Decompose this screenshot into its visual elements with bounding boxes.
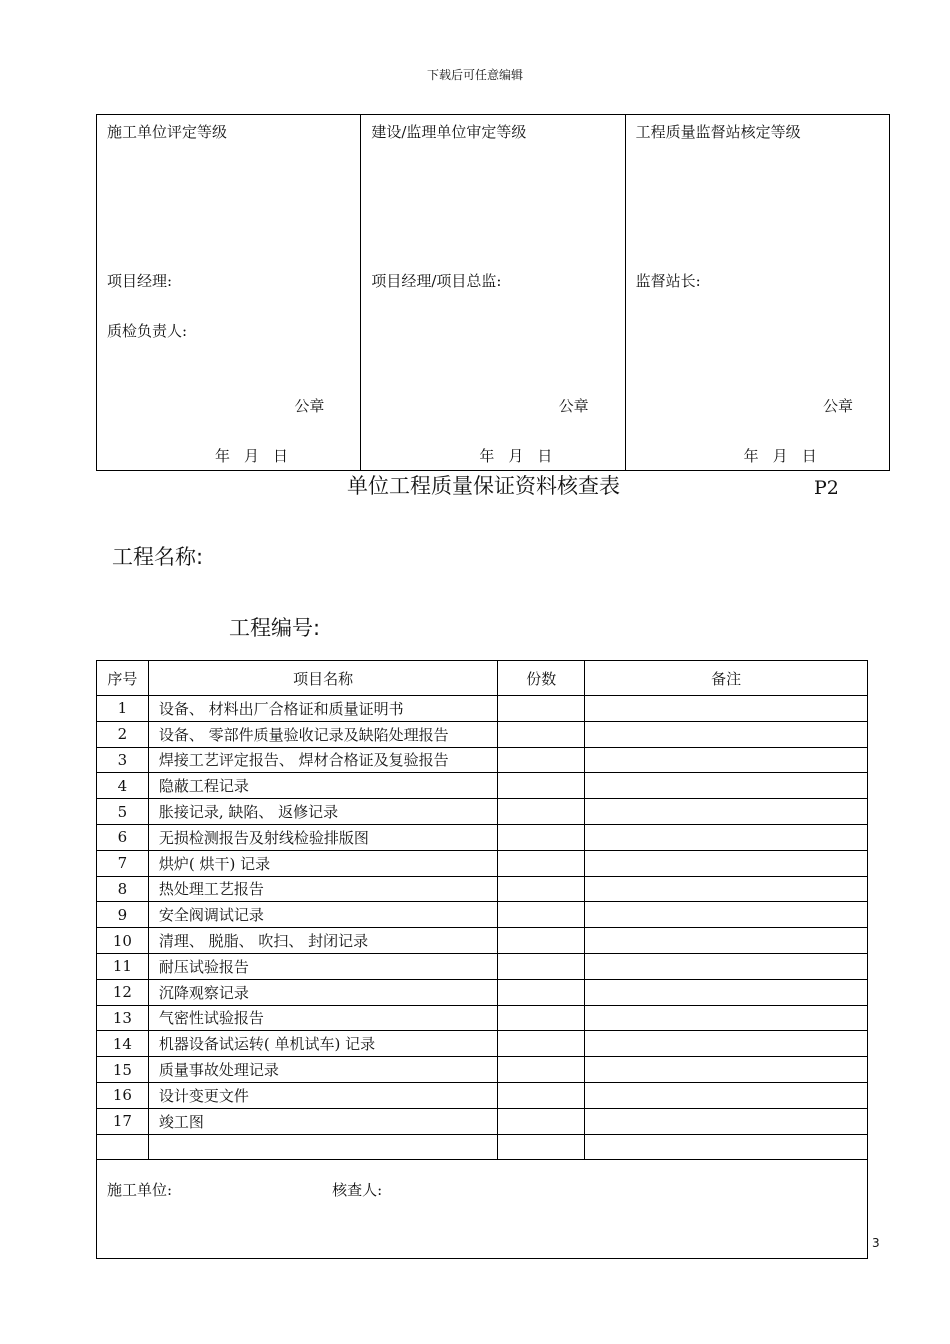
cell-seq: 4 bbox=[97, 773, 149, 799]
cell-seq: 17 bbox=[97, 1108, 149, 1134]
cell-name bbox=[148, 1134, 498, 1160]
cell-copies bbox=[498, 696, 585, 722]
date-year: 年 bbox=[743, 447, 759, 465]
cell-remarks bbox=[585, 1057, 868, 1083]
header-item-name: 项目名称 bbox=[148, 661, 498, 696]
cell-copies bbox=[498, 979, 585, 1005]
approval-column-quality-station bbox=[626, 115, 889, 470]
manager-label: 项目经理: bbox=[107, 272, 173, 290]
cell-remarks bbox=[585, 1108, 868, 1134]
cell-copies bbox=[498, 773, 585, 799]
cell-name: 气密性试验报告 bbox=[148, 1005, 498, 1031]
header-remarks: 备注 bbox=[585, 661, 868, 696]
cell-remarks bbox=[585, 696, 868, 722]
cell-name: 设备、 材料出厂合格证和质量证明书 bbox=[148, 696, 498, 722]
table-row bbox=[97, 1057, 868, 1083]
cell-copies bbox=[498, 747, 585, 773]
table-row bbox=[97, 696, 868, 722]
cell-name: 设计变更文件 bbox=[148, 1082, 498, 1108]
table-header-row bbox=[97, 661, 868, 696]
table-row bbox=[97, 747, 868, 773]
cell-name: 设备、 零部件质量验收记录及缺陷处理报告 bbox=[148, 721, 498, 747]
cell-remarks bbox=[585, 928, 868, 954]
cell-name: 烘炉( 烘干) 记录 bbox=[148, 850, 498, 876]
table-row bbox=[97, 1108, 868, 1134]
cell-name: 质量事故处理记录 bbox=[148, 1057, 498, 1083]
table-footer-row bbox=[97, 1160, 868, 1259]
cell-seq: 8 bbox=[97, 876, 149, 902]
cell-name: 胀接记录, 缺陷、 返修记录 bbox=[148, 799, 498, 825]
approval-box bbox=[96, 114, 890, 471]
approval-title: 建设/监理单位审定等级 bbox=[371, 123, 527, 141]
cell-copies bbox=[498, 953, 585, 979]
cell-seq: 11 bbox=[97, 953, 149, 979]
cell-remarks bbox=[585, 1005, 868, 1031]
construction-unit-label: 施工单位: bbox=[107, 1181, 173, 1200]
date-line bbox=[215, 445, 302, 466]
table-row bbox=[97, 928, 868, 954]
date-month: 月 bbox=[508, 447, 524, 465]
cell-copies bbox=[498, 1082, 585, 1108]
project-number-label: 工程编号: bbox=[229, 616, 321, 640]
approval-title: 施工单位评定等级 bbox=[107, 123, 228, 141]
table-row bbox=[97, 953, 868, 979]
approval-title: 工程质量监督站核定等级 bbox=[635, 123, 801, 141]
table-row bbox=[97, 876, 868, 902]
cell-seq: 15 bbox=[97, 1057, 149, 1083]
seal-label: 公章 bbox=[294, 397, 325, 415]
cell-seq: 1 bbox=[97, 696, 149, 722]
cell-name: 无损检测报告及射线检验排版图 bbox=[148, 824, 498, 850]
seal-label: 公章 bbox=[822, 397, 853, 415]
cell-remarks bbox=[585, 773, 868, 799]
approval-column-construction bbox=[97, 115, 361, 470]
cell-name: 竣工图 bbox=[148, 1108, 498, 1134]
cell-copies bbox=[498, 1031, 585, 1057]
cell-remarks bbox=[585, 902, 868, 928]
cell-remarks bbox=[585, 953, 868, 979]
checklist-table bbox=[96, 660, 868, 1259]
date-line bbox=[744, 445, 831, 466]
cell-copies bbox=[498, 799, 585, 825]
cell-copies bbox=[498, 1005, 585, 1031]
cell-copies bbox=[498, 902, 585, 928]
cell-name: 耐压试验报告 bbox=[148, 953, 498, 979]
cell-remarks bbox=[585, 1082, 868, 1108]
cell-remarks bbox=[585, 850, 868, 876]
cell-seq: 16 bbox=[97, 1082, 149, 1108]
cell-remarks bbox=[585, 721, 868, 747]
manager-label: 监督站长: bbox=[635, 272, 701, 290]
cell-remarks bbox=[585, 824, 868, 850]
page-header-note: 下载后可任意编辑 bbox=[426, 68, 523, 82]
cell-copies bbox=[498, 824, 585, 850]
table-row bbox=[97, 979, 868, 1005]
cell-copies bbox=[498, 1108, 585, 1134]
cell-seq: 13 bbox=[97, 1005, 149, 1031]
header-copies: 份数 bbox=[498, 661, 585, 696]
cell-copies bbox=[498, 850, 585, 876]
date-day: 日 bbox=[801, 447, 817, 465]
date-year: 年 bbox=[479, 447, 495, 465]
cell-name: 沉降观察记录 bbox=[148, 979, 498, 1005]
approval-column-supervision bbox=[361, 115, 625, 470]
cell-seq: 7 bbox=[97, 850, 149, 876]
table-row bbox=[97, 824, 868, 850]
form-title: 单位工程质量保证资料核查表 bbox=[347, 474, 620, 498]
table-row bbox=[97, 721, 868, 747]
page-code: P2 bbox=[814, 477, 839, 499]
date-day: 日 bbox=[273, 447, 289, 465]
table-row bbox=[97, 1082, 868, 1108]
cell-copies bbox=[498, 721, 585, 747]
cell-seq: 6 bbox=[97, 824, 149, 850]
cell-name: 隐蔽工程记录 bbox=[148, 773, 498, 799]
cell-seq: 2 bbox=[97, 721, 149, 747]
cell-name: 焊接工艺评定报告、 焊材合格证及复验报告 bbox=[148, 747, 498, 773]
cell-name: 热处理工艺报告 bbox=[148, 876, 498, 902]
date-day: 日 bbox=[537, 447, 553, 465]
table-footer bbox=[97, 1160, 868, 1259]
cell-seq: 10 bbox=[97, 928, 149, 954]
cell-remarks bbox=[585, 876, 868, 902]
cell-seq: 14 bbox=[97, 1031, 149, 1057]
project-name-label: 工程名称: bbox=[112, 545, 204, 569]
date-line bbox=[479, 445, 566, 466]
seal-label: 公章 bbox=[558, 397, 589, 415]
cell-copies bbox=[498, 876, 585, 902]
cell-seq: 5 bbox=[97, 799, 149, 825]
date-year: 年 bbox=[215, 447, 231, 465]
date-month: 月 bbox=[244, 447, 260, 465]
date-month: 月 bbox=[772, 447, 788, 465]
table-row bbox=[97, 850, 868, 876]
cell-remarks bbox=[585, 1134, 868, 1160]
table-row-empty bbox=[97, 1134, 868, 1160]
cell-copies bbox=[498, 928, 585, 954]
cell-name: 清理、 脱脂、 吹扫、 封闭记录 bbox=[148, 928, 498, 954]
table-row bbox=[97, 1005, 868, 1031]
cell-name: 安全阀调试记录 bbox=[148, 902, 498, 928]
checker-label: 核查人: bbox=[332, 1181, 383, 1200]
cell-seq bbox=[97, 1134, 149, 1160]
cell-seq: 9 bbox=[97, 902, 149, 928]
cell-remarks bbox=[585, 979, 868, 1005]
cell-seq: 12 bbox=[97, 979, 149, 1005]
cell-remarks bbox=[585, 1031, 868, 1057]
page-number: 3 bbox=[872, 1236, 880, 1250]
table-row bbox=[97, 799, 868, 825]
table-row bbox=[97, 773, 868, 799]
cell-copies bbox=[498, 1057, 585, 1083]
table-row bbox=[97, 902, 868, 928]
manager-label: 项目经理/项目总监: bbox=[371, 272, 502, 290]
cell-seq: 3 bbox=[97, 747, 149, 773]
cell-remarks bbox=[585, 799, 868, 825]
cell-copies bbox=[498, 1134, 585, 1160]
cell-remarks bbox=[585, 747, 868, 773]
table-row bbox=[97, 1031, 868, 1057]
header-seq: 序号 bbox=[97, 661, 149, 696]
qc-label: 质检负责人: bbox=[107, 322, 188, 340]
cell-name: 机器设备试运转( 单机试车) 记录 bbox=[148, 1031, 498, 1057]
